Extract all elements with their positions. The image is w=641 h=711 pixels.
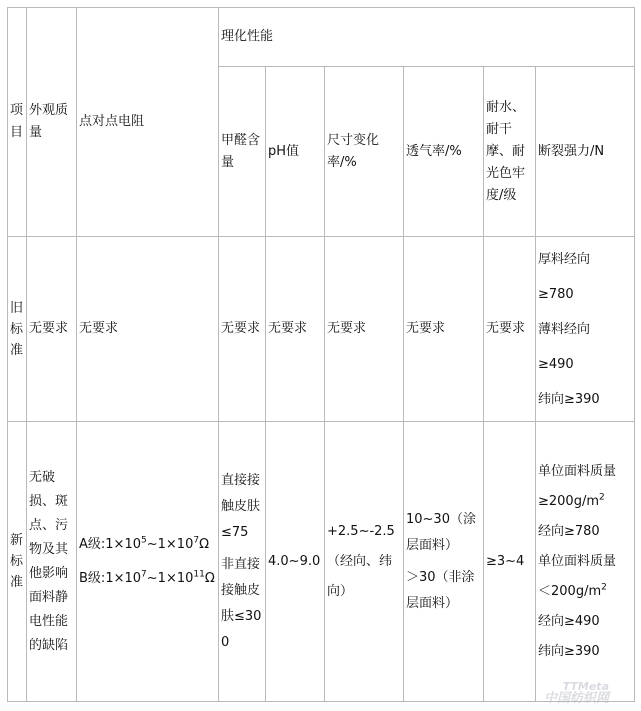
grade-a-label: A级: xyxy=(79,536,106,552)
grade-b-high: 1×10 xyxy=(157,570,194,586)
old-standard-label: 旧标准 xyxy=(8,237,27,422)
strength-heavy-cond-text: ≥200g/m xyxy=(538,493,600,509)
dimensional-value: +2.5~-2.5 xyxy=(327,523,395,539)
strength-light-label: 单位面料质量 xyxy=(538,553,617,569)
old-permeability: 无要求 xyxy=(404,237,484,422)
new-formaldehyde xyxy=(219,422,266,702)
watermark-line2: 中国纺织网 xyxy=(543,691,609,706)
old-fastness: 无要求 xyxy=(484,237,536,422)
header-formaldehyde: 甲醛含量 xyxy=(219,67,266,237)
old-strength xyxy=(536,237,635,422)
strength-heavy-warp: 经向≥780 xyxy=(538,523,600,539)
header-appearance: 外观质量 xyxy=(27,8,77,237)
resistance-grade-b xyxy=(79,568,216,590)
new-dimensional xyxy=(325,422,404,702)
old-appearance: 无要求 xyxy=(27,237,77,422)
old-formaldehyde: 无要求 xyxy=(219,237,266,422)
new-appearance: 无破损、斑点、污物及其他影响面料静电性能的缺陷 xyxy=(27,422,77,702)
grade-b-unit: Ω xyxy=(204,570,215,586)
permeability-uncoated: ＞30（非涂层面料） xyxy=(406,569,475,611)
header-fastness: 耐水、耐干摩、耐光色牢度/级 xyxy=(484,67,536,237)
old-strength-line: 纬向≥390 xyxy=(538,391,600,407)
grade-b-label: B级: xyxy=(79,570,106,586)
old-strength-line: ≥780 xyxy=(538,286,574,302)
grade-b-low-exp: 7 xyxy=(141,569,147,580)
header-ph: pH值 xyxy=(266,67,325,237)
old-strength-line: 薄料经向 xyxy=(538,321,591,337)
grade-a-high: 1×10 xyxy=(157,536,194,552)
formaldehyde-indirect: 非直接接触皮肤≤300 xyxy=(221,556,262,650)
dimensional-note: （经向、纬向） xyxy=(327,553,393,599)
strength-light-cond-text: ＜200g/m xyxy=(538,583,602,599)
strength-weft: 纬向≥390 xyxy=(538,643,600,659)
grade-a-low: 1×10 xyxy=(105,536,141,552)
header-resistance: 点对点电阻 xyxy=(77,8,219,237)
resistance-grade-a xyxy=(79,534,216,556)
old-strength-line: 厚料经向 xyxy=(538,251,591,267)
strength-light-condition xyxy=(538,577,632,607)
header-permeability: 透气率/% xyxy=(404,67,484,237)
strength-light-exp: 2 xyxy=(601,582,607,593)
new-standard-row xyxy=(8,422,635,702)
old-standard-row xyxy=(8,237,635,422)
strength-heavy-exp: 2 xyxy=(599,492,605,503)
new-fastness: ≥3~4 xyxy=(484,422,536,702)
new-strength xyxy=(536,422,635,702)
grade-a-sep: ~ xyxy=(146,536,158,552)
grade-a-low-exp: 5 xyxy=(141,535,147,546)
header-row-1 xyxy=(8,8,635,67)
new-resistance xyxy=(77,422,219,702)
watermark xyxy=(544,681,609,705)
new-ph: 4.0~9.0 xyxy=(266,422,325,702)
new-permeability xyxy=(404,422,484,702)
grade-b-high-exp: 11 xyxy=(193,569,205,580)
header-item: 项目 xyxy=(8,8,27,237)
old-resistance: 无要求 xyxy=(77,237,219,422)
grade-b-low: 1×10 xyxy=(105,570,142,586)
header-physchem: 理化性能 xyxy=(219,8,635,67)
strength-heavy-condition xyxy=(538,487,632,517)
old-dimensional: 无要求 xyxy=(325,237,404,422)
new-standard-label: 新标准 xyxy=(8,422,27,702)
standards-comparison-table xyxy=(7,7,635,702)
permeability-coated: 10~30（涂层面料） xyxy=(406,511,476,553)
strength-heavy-label: 单位面料质量 xyxy=(538,463,617,479)
header-strength: 断裂强力/N xyxy=(536,67,635,237)
formaldehyde-direct: 直接接触皮肤≤75 xyxy=(221,472,261,540)
strength-light-warp: 经向≥490 xyxy=(538,613,600,629)
watermark-line1: TTMeta xyxy=(562,680,609,693)
header-dimensional: 尺寸变化率/% xyxy=(325,67,404,237)
old-strength-line: ≥490 xyxy=(538,356,574,372)
grade-b-sep: ~ xyxy=(146,570,158,586)
old-ph: 无要求 xyxy=(266,237,325,422)
grade-a-unit: Ω xyxy=(199,536,210,552)
grade-a-high-exp: 7 xyxy=(193,535,200,546)
